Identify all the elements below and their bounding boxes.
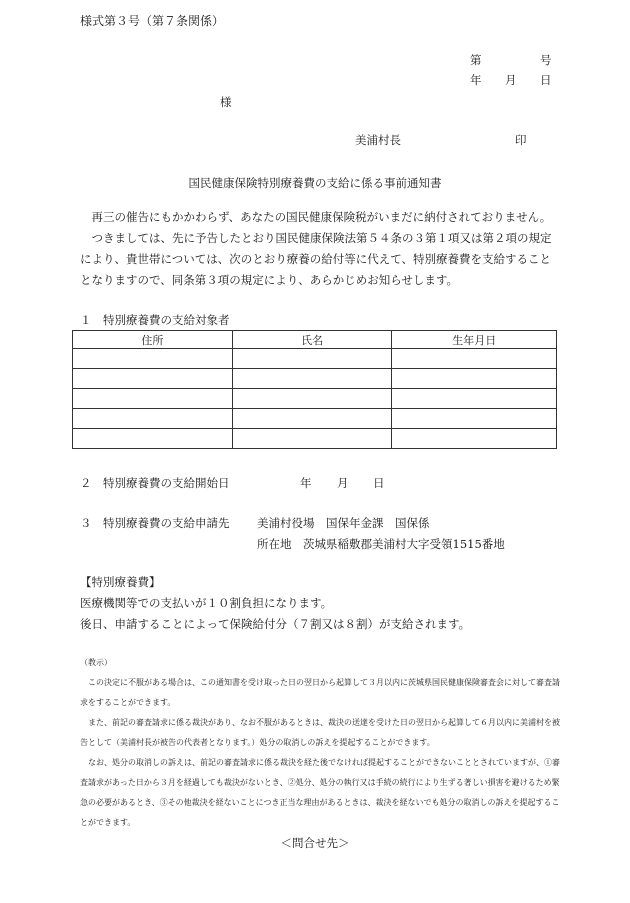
column-header-address: 住所 <box>73 331 233 349</box>
application-address: 所在地 茨城県稲敷郡美浦村大字受領1515番地 <box>257 537 505 551</box>
notice-heading: （教示） <box>80 658 112 667</box>
column-header-birthdate: 生年月日 <box>392 331 557 349</box>
body-paragraph-1: 再三の催告にもかかわらず、あなたの国民健康保険税がいまだに納付されておりません。 <box>91 210 552 224</box>
date-month: 月 <box>505 73 517 87</box>
date-day: 日 <box>540 73 552 87</box>
start-date-day: 日 <box>373 476 385 490</box>
notice-paragraph-1: この決定に不服がある場合は、この通知書を受け取った日の翌日から起算して３月以内に茨城県国民健康保険審査会に対して審査請求をすることができます。 <box>80 678 560 707</box>
start-date-year: 年 <box>300 476 312 490</box>
doc-number-dai: 第 <box>470 53 482 67</box>
table-cell <box>232 429 392 449</box>
section3-label: ３ 特別療養費の支給申請先 <box>80 516 230 530</box>
notice-paragraph-2: また、前記の審査請求に係る裁決があり、なお不服があるときは、裁決の送達を受けた日の翌日から起算して６月以内に美浦村を被告として（美浦村長が被告の代表者となります。）処分の取消しの訴えを提起することができます。 <box>80 718 560 747</box>
body-paragraph-2: つきましては、先に予告したとおり国民健康保険法第５４条の３第１項又は第２項の規定により、貴世帯については、次のとおり療養の給付等に代えて、特別療養費を支給することとなりますので、同条第３項の規定により、あらかじめお知らせします。 <box>80 231 552 287</box>
seal-mark: 印 <box>515 133 527 147</box>
table-cell <box>392 409 557 429</box>
table-cell <box>392 349 557 369</box>
table-row <box>73 429 557 449</box>
table-cell <box>392 389 557 409</box>
special-heading: 【特別療養費】 <box>80 575 161 589</box>
special-line-1: 医療機関等での支払いが１０割負担になります。 <box>80 596 333 610</box>
table-row <box>73 389 557 409</box>
notice-paragraph-3: なお、処分の取消しの訴えは、前記の審査請求に係る裁決を経た後でなければ提起することができないこととされていますが、①審査請求があった日から３月を経過しても裁決がないとき、②処分、処分の執行又は手続の続行により生ずる著しい損害を避けるため緊急の必要があるとき、③その他裁決を経ないことにつき正当な理由があるときは、裁決を経ないでも処分の取消しの訴えを提起することができます。 <box>80 758 560 827</box>
table-cell <box>232 349 392 369</box>
doc-number-go: 号 <box>540 53 552 67</box>
table-row <box>73 409 557 429</box>
inquiry-heading: ＜問合せ先＞ <box>280 836 350 850</box>
section1-label: １ 特別療養費の支給対象者 <box>80 313 230 327</box>
recipient-table <box>72 330 557 449</box>
sender-name: 美浦村長 <box>355 133 401 147</box>
table-cell <box>73 429 233 449</box>
table-cell <box>73 409 233 429</box>
section2-label: ２ 特別療養費の支給開始日 <box>80 476 230 490</box>
table-cell <box>232 369 392 389</box>
date-year: 年 <box>470 73 482 87</box>
table-cell <box>232 389 392 409</box>
special-line-2: 後日、申請することによって保険給付分（７割又は８割）が支給されます。 <box>80 617 471 631</box>
table-cell <box>73 389 233 409</box>
table-cell <box>392 369 557 389</box>
document-title: 国民健康保険特別療養費の支給に係る事前通知書 <box>188 176 442 190</box>
body-text <box>80 207 560 291</box>
table-cell <box>232 409 392 429</box>
table-header-row <box>73 331 557 349</box>
application-office: 美浦村役場 国保年金課 国保係 <box>257 516 430 530</box>
table-cell <box>73 349 233 369</box>
form-number: 様式第３号（第７条関係） <box>80 14 225 28</box>
table-cell <box>73 369 233 389</box>
addressee-suffix: 様 <box>220 95 232 109</box>
table-cell <box>392 429 557 449</box>
start-date-month: 月 <box>337 476 349 490</box>
table-row <box>73 349 557 369</box>
table-row <box>73 369 557 389</box>
appeal-notice <box>80 653 562 833</box>
column-header-name: 氏名 <box>232 331 392 349</box>
